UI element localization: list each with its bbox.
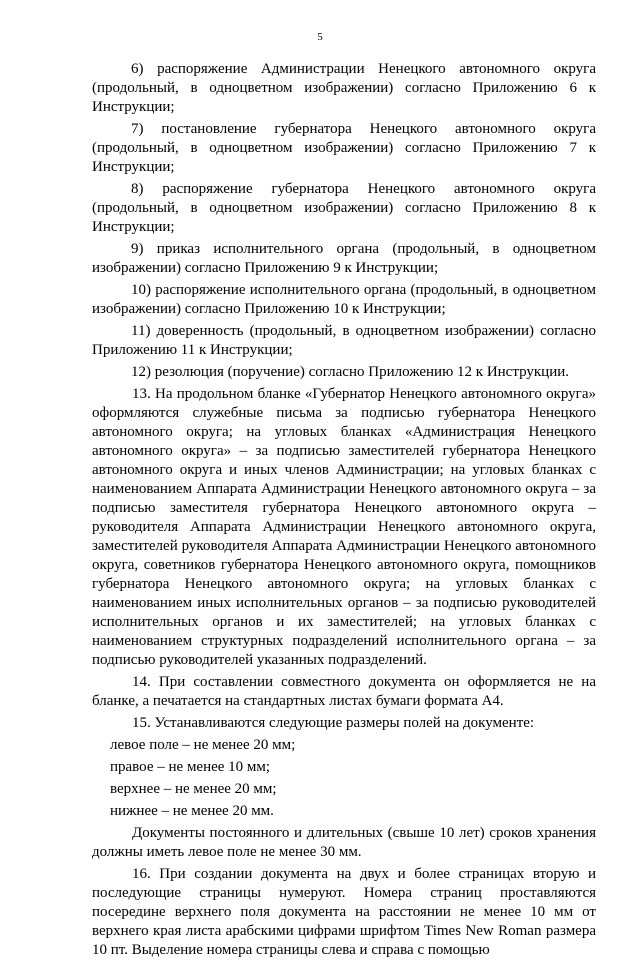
list-item-9: 9) приказ исполнительного органа (продольный, в одноцветном изображении) согласно Приложению 9 к Инструкции;: [92, 241, 596, 276]
margin-bottom: нижнее – не менее 20 мм.: [110, 803, 274, 819]
list-item-11: 11) доверенность (продольный, в одноцветном изображении) согласно Приложению 11 к Инструкции;: [92, 323, 596, 358]
margin-top: верхнее – не менее 20 мм;: [110, 781, 277, 797]
paragraph-15: 15. Устанавливаются следующие размеры полей на документе:: [132, 715, 535, 731]
paragraph-16: 16. При создании документа на двух и более страницах вторую и последующие страницы нумеруют. Номера страниц проставляются посередине верхнего поля документа на расстоянии не менее 10 мм от верхнего края листа арабскими цифрами шрифтом Times New Roman размера 10 пт. Выделение номера страницы слева и справа с помощью: [92, 866, 596, 958]
list-item-6: 6) распоряжение Администрации Ненецкого автономного округа (продольный, в одноцветном изображении) согласно Приложению 6 к Инструкции;: [92, 61, 596, 115]
paragraph-14: 14. При составлении совместного документа он оформляется не на бланке, а печатается на стандартных листах бумаги формата А4.: [92, 674, 596, 709]
page-number: 5: [317, 31, 323, 43]
margin-right: правое – не менее 10 мм;: [110, 759, 271, 775]
document-body: [92, 60, 596, 963]
paragraph-13: 13. На продольном бланке «Губернатор Ненецкого автономного округа» оформляются служебные письма за подписью губернатора Ненецкого автономного округа; на угловых бланках «Администрация Ненецкого автономного округа» – за подписью заместителей губернатора Ненецкого автономного округа и иных членов Администрации; на угловых бланках с наименованием Аппарата Администрации Ненецкого автономного округа – за подписью заместителя губернатора Ненецкого автономного округа – руководителя Аппарата Администрации Ненецкого автономного округа, заместителей руководителя Аппарата Администрации Ненецкого автономного округа, советников губернатора Ненецкого автономного округа, помощников губернатора Ненецкого автономного округа; на угловых бланках с наименованием иных исполнительных органов – за подписью руководителей исполнительных органов и их заместителей; на угловых бланках с наименованием структурных подразделений исполнительного органа – за подписью руководителей указанных подразделений.: [92, 386, 596, 668]
paragraph-storage-margin: Документы постоянного и длительных (свыше 10 лет) сроков хранения должны иметь левое поле не менее 30 мм.: [92, 825, 596, 860]
list-item-12: 12) резолюция (поручение) согласно Приложению 12 к Инструкции.: [131, 364, 570, 380]
list-item-10: 10) распоряжение исполнительного органа (продольный, в одноцветном изображении) согласно Приложению 10 к Инструкции;: [92, 282, 596, 317]
list-item-7: 7) постановление губернатора Ненецкого автономного округа (продольный, в одноцветном изображении) согласно Приложению 7 к Инструкции;: [92, 121, 596, 175]
list-item-8: 8) распоряжение губернатора Ненецкого автономного округа (продольный, в одноцветном изображении) согласно Приложению 8 к Инструкции;: [92, 181, 596, 235]
margin-left: левое поле – не менее 20 мм;: [110, 737, 296, 753]
